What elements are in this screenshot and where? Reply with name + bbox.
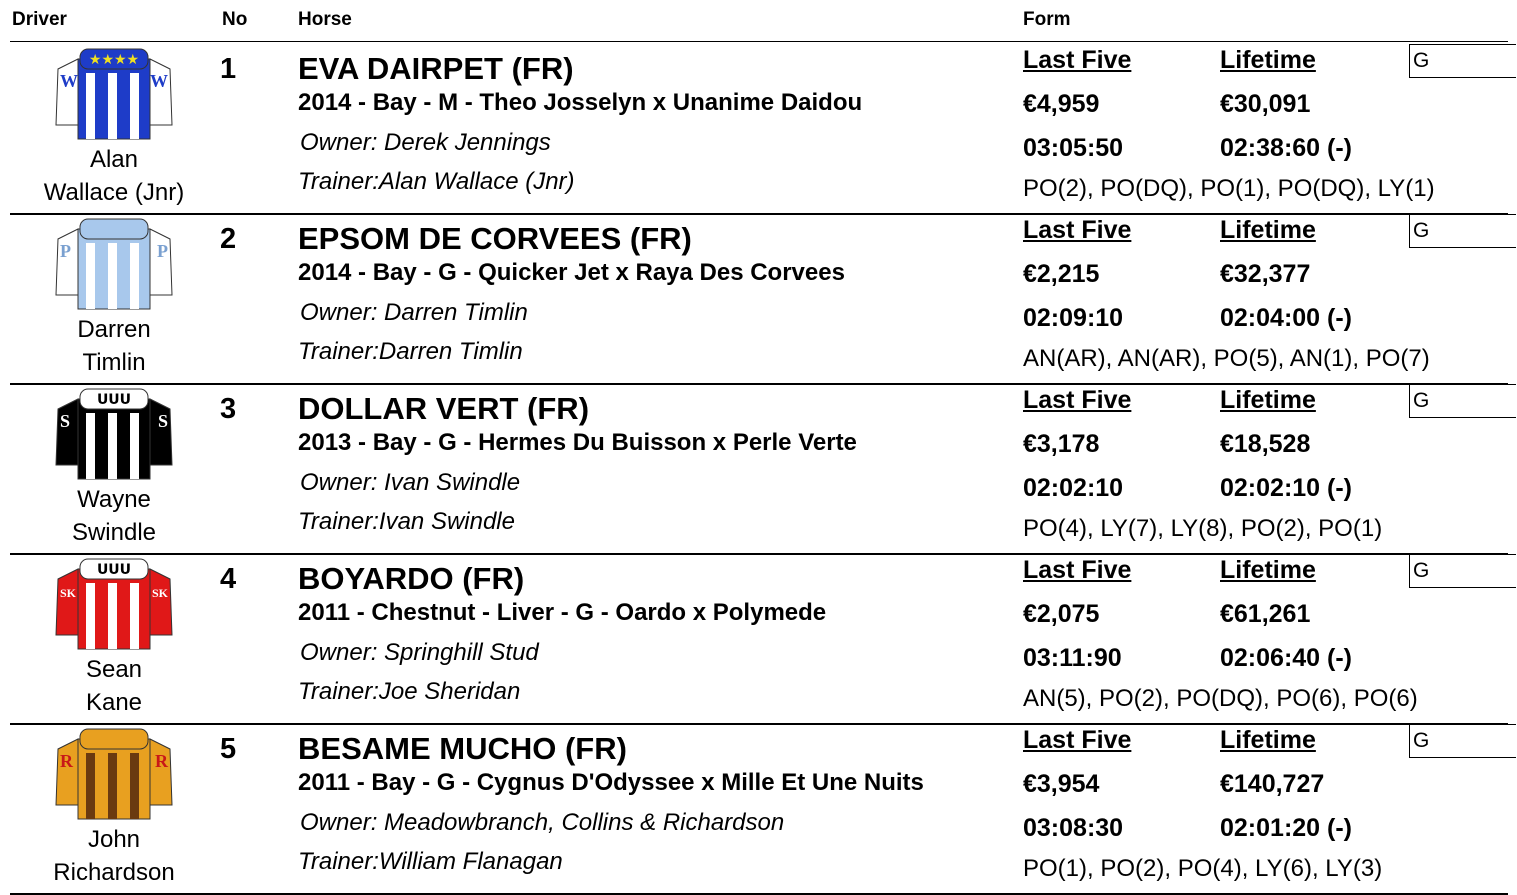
last-five-best-time: 03:08:30 — [1023, 814, 1124, 842]
lifetime-label: Lifetime — [1220, 556, 1316, 584]
jockey-silks-icon — [50, 555, 178, 653]
runner-number: 5 — [220, 733, 237, 765]
last-five-earnings: €2,075 — [1023, 600, 1100, 628]
horse-name: BOYARDO (FR) — [298, 561, 525, 596]
driver-name-line: John — [87, 826, 141, 853]
lifetime-earnings: €18,528 — [1220, 430, 1311, 458]
number-column-header: No — [222, 9, 248, 30]
driver-name-line: Timlin — [82, 349, 146, 376]
svg-text:SK: SK — [60, 586, 77, 600]
silks — [50, 45, 178, 143]
lifetime-label: Lifetime — [1220, 216, 1316, 244]
svg-text:UUU: UUU — [96, 562, 132, 578]
header-divider — [10, 41, 1508, 42]
pedigree: 2011 - Bay - G - Cygnus D'Odyssee x Mille Et Une Nuits — [298, 769, 924, 796]
pedigree: 2011 - Chestnut - Liver - G - Oardo x Polymede — [298, 599, 827, 626]
lifetime-earnings: €32,377 — [1220, 260, 1311, 288]
jockey-silks-icon — [50, 215, 178, 313]
lifetime-earnings: €61,261 — [1220, 600, 1311, 628]
driver-name-line: Alan — [89, 146, 139, 173]
last-five-label: Last Five — [1023, 556, 1132, 584]
driver-name-line: Richardson — [53, 859, 175, 886]
driver-name — [14, 823, 214, 889]
gait-box — [1409, 384, 1516, 418]
last-five-label: Last Five — [1023, 726, 1132, 754]
horse-column-header: Horse — [298, 9, 352, 30]
jockey-silks-icon — [50, 45, 178, 143]
owner: Owner: Darren Timlin — [300, 299, 528, 326]
horse-name: BESAME MUCHO (FR) — [298, 731, 627, 766]
last-five-earnings: €4,959 — [1023, 90, 1100, 118]
silks — [50, 725, 178, 823]
pedigree: 2014 - Bay - G - Quicker Jet x Raya Des Corvees — [298, 259, 845, 286]
svg-text:W: W — [60, 71, 78, 91]
svg-text:P: P — [157, 241, 168, 261]
horse-name: EPSOM DE CORVEES (FR) — [298, 221, 692, 256]
last-five-best-time: 03:11:90 — [1023, 644, 1122, 672]
lifetime-earnings: €30,091 — [1220, 90, 1311, 118]
last-five-label: Last Five — [1023, 216, 1132, 244]
svg-text:S: S — [60, 411, 71, 431]
last-five-earnings: €3,954 — [1023, 770, 1100, 798]
last-five-best-time: 02:09:10 — [1023, 304, 1124, 332]
gait-label: G — [1413, 219, 1430, 242]
driver-name — [14, 143, 214, 209]
owner: Owner: Derek Jennings — [300, 129, 551, 156]
pedigree: 2013 - Bay - G - Hermes Du Buisson x Perle Verte — [298, 429, 857, 456]
gait-box — [1409, 44, 1516, 78]
jockey-silks-icon — [50, 725, 178, 823]
horse-name: DOLLAR VERT (FR) — [298, 391, 590, 426]
driver-column-header: Driver — [12, 9, 67, 30]
recent-form: PO(4), LY(7), LY(8), PO(2), PO(1) — [1023, 515, 1383, 542]
owner: Owner: Springhill Stud — [300, 639, 539, 666]
runner-row — [0, 43, 1517, 213]
driver-name-line: Wayne — [77, 486, 151, 513]
jockey-silks-icon — [50, 385, 178, 483]
trainer: Trainer:William Flanagan — [298, 848, 563, 875]
form-column-header: Form — [1023, 9, 1071, 30]
table-header — [0, 0, 1517, 42]
last-five-label: Last Five — [1023, 386, 1132, 414]
runner-row — [0, 723, 1517, 893]
runner-number: 1 — [220, 53, 237, 85]
svg-text:SK: SK — [151, 586, 168, 600]
last-five-best-time: 02:02:10 — [1023, 474, 1124, 502]
pedigree: 2014 - Bay - M - Theo Josselyn x Unanime Daidou — [298, 89, 863, 116]
runner-number: 2 — [220, 223, 237, 255]
runner-row — [0, 553, 1517, 723]
lifetime-label: Lifetime — [1220, 46, 1316, 74]
svg-text:W: W — [150, 71, 168, 91]
runner-number: 3 — [220, 393, 237, 425]
driver-name-line: Darren — [77, 316, 151, 343]
driver-name-line: Sean — [85, 656, 143, 683]
svg-text:UUU: UUU — [96, 392, 132, 408]
svg-text:R: R — [60, 751, 73, 771]
gait-box — [1409, 554, 1516, 588]
silks — [50, 555, 178, 653]
lifetime-best-time: 02:02:10 (-) — [1220, 474, 1352, 502]
owner: Owner: Ivan Swindle — [300, 469, 521, 496]
recent-form: PO(2), PO(DQ), PO(1), PO(DQ), LY(1) — [1023, 175, 1435, 202]
lifetime-label: Lifetime — [1220, 386, 1316, 414]
lifetime-best-time: 02:04:00 (-) — [1220, 304, 1352, 332]
runner-number: 4 — [220, 563, 237, 595]
driver-name-line: Swindle — [71, 519, 157, 546]
trainer: Trainer:Ivan Swindle — [298, 508, 515, 535]
silks — [50, 385, 178, 483]
driver-name — [14, 313, 214, 379]
driver-name-line: Wallace (Jnr) — [43, 179, 185, 206]
recent-form: PO(1), PO(2), PO(4), LY(6), LY(3) — [1023, 855, 1383, 882]
last-five-label: Last Five — [1023, 46, 1132, 74]
last-five-earnings: €3,178 — [1023, 430, 1100, 458]
owner: Owner: Meadowbranch, Collins & Richardson — [300, 809, 785, 836]
lifetime-label: Lifetime — [1220, 726, 1316, 754]
gait-label: G — [1413, 389, 1430, 412]
svg-text:S: S — [157, 411, 168, 431]
svg-text:R: R — [155, 751, 168, 771]
gait-box — [1409, 214, 1516, 248]
lifetime-best-time: 02:38:60 (-) — [1220, 134, 1352, 162]
silks — [50, 215, 178, 313]
last-five-best-time: 03:05:50 — [1023, 134, 1124, 162]
last-five-earnings: €2,215 — [1023, 260, 1100, 288]
driver-name-line: Kane — [85, 689, 143, 716]
lifetime-earnings: €140,727 — [1220, 770, 1325, 798]
recent-form: AN(AR), AN(AR), PO(5), AN(1), PO(7) — [1023, 345, 1430, 372]
lifetime-best-time: 02:01:20 (-) — [1220, 814, 1352, 842]
driver-name — [14, 483, 214, 549]
svg-text:P: P — [60, 241, 71, 261]
driver-name — [14, 653, 214, 719]
runner-row — [0, 383, 1517, 553]
trainer: Trainer:Joe Sheridan — [298, 678, 521, 705]
svg-text:★★★★: ★★★★ — [88, 52, 140, 68]
gait-label: G — [1413, 49, 1430, 72]
trainer: Trainer:Darren Timlin — [298, 338, 523, 365]
gait-label: G — [1413, 559, 1430, 582]
gait-box — [1409, 724, 1516, 758]
runner-row — [0, 213, 1517, 383]
horse-name: EVA DAIRPET (FR) — [298, 51, 574, 86]
lifetime-best-time: 02:06:40 (-) — [1220, 644, 1352, 672]
trainer: Trainer:Alan Wallace (Jnr) — [298, 168, 575, 195]
gait-label: G — [1413, 729, 1430, 752]
recent-form: AN(5), PO(2), PO(DQ), PO(6), PO(6) — [1023, 685, 1418, 712]
